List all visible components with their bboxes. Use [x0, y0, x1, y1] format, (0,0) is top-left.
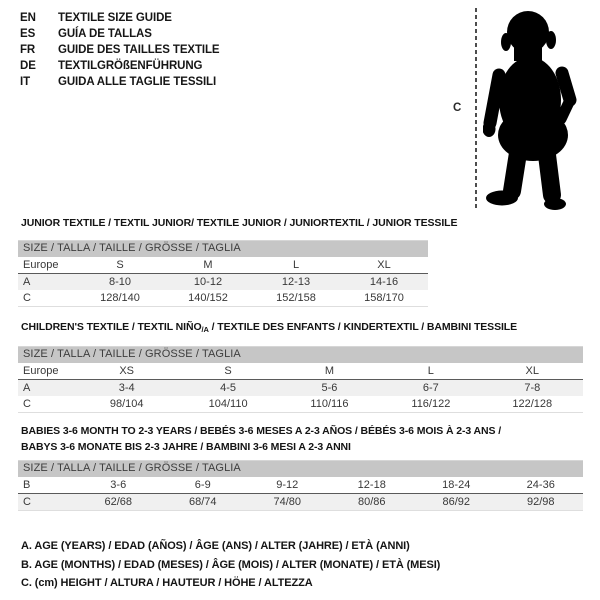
size-cell: 62/68 — [76, 493, 161, 510]
size-cell: S — [177, 363, 278, 380]
size-cell: 14-16 — [340, 273, 428, 290]
size-cell: M — [279, 363, 380, 380]
footnote-c: C. (cm) HEIGHT / ALTURA / HAUTEUR / HÖHE / ALTEZZA — [21, 577, 313, 589]
size-cell: 12-18 — [330, 477, 415, 494]
title-text: BABYS 3-6 MONATE BIS 2-3 JAHRE / BAMBINI 3-6 MESI A 2-3 ANNI — [21, 440, 351, 453]
size-cell: 3-4 — [76, 379, 177, 396]
table-row — [18, 493, 583, 510]
junior-size-table — [18, 240, 428, 307]
children-size-table — [18, 346, 583, 413]
language-title: GUIDE DES TAILLES TEXTILE — [58, 44, 220, 56]
row-label: C — [18, 290, 76, 307]
babies-size-table — [18, 460, 583, 511]
language-code: FR — [20, 44, 36, 56]
size-cell: XS — [76, 363, 177, 380]
size-cell: 128/140 — [76, 290, 164, 307]
size-cell: 140/152 — [164, 290, 252, 307]
size-cell: 158/170 — [340, 290, 428, 307]
size-cell: 5-6 — [279, 379, 380, 396]
babies-table-title — [21, 424, 501, 455]
language-row — [20, 26, 220, 42]
size-cell: L — [252, 257, 340, 274]
size-cell: L — [380, 363, 481, 380]
size-cell: XL — [340, 257, 428, 274]
size-cell: 24-36 — [499, 477, 584, 494]
height-measure-label: C — [453, 102, 462, 114]
language-code: ES — [20, 28, 36, 40]
row-label: A — [18, 379, 76, 396]
table-row — [18, 273, 428, 290]
table-row — [18, 363, 583, 380]
title-text: BABIES 3-6 MONTH TO 2-3 YEARS / BEBÉS 3-6 MESES A 2-3 AÑOS / BÉBÉS 3-6 MOIS À 2-3 ANS / — [21, 425, 502, 437]
language-title: GUÍA DE TALLAS — [58, 28, 152, 40]
footnote-a: A. AGE (YEARS) / EDAD (AÑOS) / ÂGE (ANS) / ALTER (JAHRE) / ETÀ (ANNI) — [21, 540, 410, 552]
size-cell: 116/122 — [380, 396, 481, 413]
size-cell: 80/86 — [330, 493, 415, 510]
size-cell: S — [76, 257, 164, 274]
language-title: TEXTILE SIZE GUIDE — [58, 12, 172, 24]
table-row — [18, 290, 428, 307]
size-cell: 68/74 — [161, 493, 246, 510]
title-text: / TEXTILE DES ENFANTS / KINDERTEXTIL / BAMBINI TESSILE — [208, 321, 518, 333]
row-label: Europe — [18, 363, 76, 380]
row-label: A — [18, 273, 76, 290]
language-title: GUIDA ALLE TAGLIE TESSILI — [58, 76, 217, 88]
size-cell: 104/110 — [177, 396, 278, 413]
size-cell: 6-7 — [380, 379, 481, 396]
junior-table-title — [21, 216, 457, 232]
size-cell: 9-12 — [245, 477, 330, 494]
size-cell: 18-24 — [414, 477, 499, 494]
language-row — [20, 58, 220, 74]
size-header-bar: SIZE / TALLA / TAILLE / GRÖSSE / TAGLIA — [18, 241, 428, 257]
size-cell: 152/158 — [252, 290, 340, 307]
language-row — [20, 10, 220, 26]
title-subscript: /A — [201, 325, 209, 334]
row-label: C — [18, 396, 76, 413]
row-label: B — [18, 477, 76, 494]
size-cell: 110/116 — [279, 396, 380, 413]
size-cell: 3-6 — [76, 477, 161, 494]
size-cell: 92/98 — [499, 493, 584, 510]
size-cell: 74/80 — [245, 493, 330, 510]
table-row — [18, 379, 583, 396]
footnote-list — [21, 537, 440, 593]
row-label: C — [18, 493, 76, 510]
size-cell: 122/128 — [482, 396, 583, 413]
title-text: CHILDREN'S TEXTILE / TEXTIL NIÑO — [21, 321, 202, 333]
height-dashed-line-icon — [475, 8, 477, 208]
size-header-bar: SIZE / TALLA / TAILLE / GRÖSSE / TAGLIA — [18, 461, 583, 477]
size-cell: XL — [482, 363, 583, 380]
size-cell: 4-5 — [177, 379, 278, 396]
language-row — [20, 74, 220, 90]
language-code: IT — [20, 76, 31, 88]
size-cell: 7-8 — [482, 379, 583, 396]
table-row — [18, 396, 583, 413]
size-cell: 6-9 — [161, 477, 246, 494]
size-cell: 8-10 — [76, 273, 164, 290]
language-code: EN — [20, 12, 36, 24]
children-table-title — [21, 320, 517, 338]
size-cell: 12-13 — [252, 273, 340, 290]
language-title-list — [20, 10, 220, 90]
size-cell: M — [164, 257, 252, 274]
language-title: TEXTILGRÖßENFÜHRUNG — [58, 60, 203, 72]
table-row — [18, 257, 428, 274]
row-label: Europe — [18, 257, 76, 274]
size-cell: 86/92 — [414, 493, 499, 510]
language-row — [20, 42, 220, 58]
size-cell: 98/104 — [76, 396, 177, 413]
footnote-b: B. AGE (MONTHS) / EDAD (MESES) / ÂGE (MOIS) / ALTER (MONATE) / ETÀ (MESI) — [21, 558, 441, 571]
size-cell: 10-12 — [164, 273, 252, 290]
title-text: JUNIOR TEXTILE / TEXTIL JUNIOR/ TEXTILE JUNIOR / JUNIORTEXTIL / JUNIOR TESSILE — [21, 217, 458, 229]
table-row — [18, 477, 583, 494]
size-header-bar: SIZE / TALLA / TAILLE / GRÖSSE / TAGLIA — [18, 347, 583, 363]
language-code: DE — [20, 60, 36, 72]
toddler-silhouette-icon — [483, 5, 585, 213]
